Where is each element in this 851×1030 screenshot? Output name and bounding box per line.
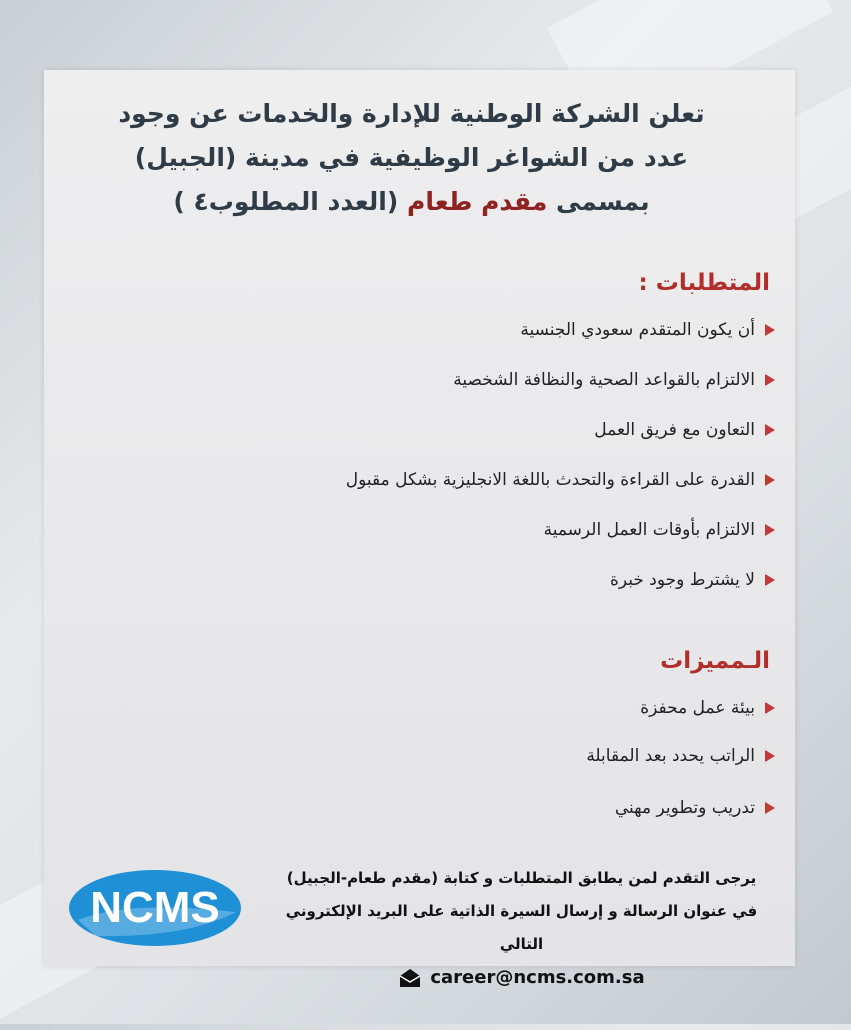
headline-suffix: (العدد المطلوب٤ ) — [173, 187, 407, 216]
application-instructions — [274, 862, 769, 994]
apply-line-2: في عنوان الرسالة و إرسال السيرة الذاتية على البريد الإلكتروني التالي — [285, 902, 758, 953]
benefits-title: الـمميزات — [660, 648, 770, 674]
announcement-headline — [64, 92, 759, 224]
bullet-arrow-icon — [765, 524, 775, 536]
requirement-text: الالتزام بالقواعد الصحية والنظافة الشخصية — [453, 370, 755, 390]
requirement-text: الالتزام بأوقات العمل الرسمية — [543, 520, 755, 540]
job-announcement-card — [44, 70, 795, 988]
email-link[interactable]: career@ncms.com.sa — [430, 967, 645, 988]
bullet-arrow-icon — [765, 750, 775, 762]
benefit-text: تدريب وتطوير مهني — [614, 798, 755, 818]
email-row — [274, 961, 769, 994]
bullet-arrow-icon — [765, 574, 775, 586]
requirement-text: القدرة على القراءة والتحدث باللغة الانجليزية بشكل مقبول — [345, 470, 755, 490]
requirements-title: المتطلبات : — [638, 270, 770, 296]
bullet-arrow-icon — [765, 702, 775, 714]
headline-line-2: عدد من الشواغر الوظيفية في مدينة (الجبيل) — [134, 143, 689, 172]
bullet-arrow-icon — [765, 424, 775, 436]
headline-prefix: بمسمى — [547, 187, 650, 216]
logo-text: NCMS — [90, 883, 220, 932]
bullet-arrow-icon — [765, 374, 775, 386]
bullet-arrow-icon — [765, 802, 775, 814]
bullet-arrow-icon — [765, 474, 775, 486]
benefit-item — [640, 698, 775, 718]
benefit-item — [586, 746, 775, 766]
requirement-item — [544, 520, 775, 540]
headline-line-3 — [64, 180, 759, 224]
headline-line-1: تعلن الشركة الوطنية للإدارة والخدمات عن وجود — [118, 99, 705, 128]
requirement-item — [346, 470, 775, 490]
job-title: مقدم طعام — [407, 187, 548, 216]
benefit-item — [615, 798, 775, 818]
envelope-icon — [398, 968, 422, 988]
benefit-text: بيئة عمل محفزة — [640, 698, 755, 718]
requirement-text: أن يكون المتقدم سعودي الجنسية — [520, 320, 755, 340]
requirement-item — [453, 370, 775, 390]
bullet-arrow-icon — [765, 324, 775, 336]
apply-line-1: يرجى التقدم لمن يطابق المتطلبات و كتابة (مقدم طعام-الجبيل) — [286, 869, 757, 887]
requirement-text: التعاون مع فريق العمل — [594, 420, 755, 440]
requirement-item — [520, 320, 775, 340]
benefit-text: الراتب يحدد بعد المقابلة — [586, 746, 755, 766]
ncms-logo — [66, 860, 244, 948]
requirement-text: لا يشترط وجود خبرة — [609, 570, 755, 590]
requirement-item — [594, 420, 775, 440]
requirement-item — [610, 570, 775, 590]
